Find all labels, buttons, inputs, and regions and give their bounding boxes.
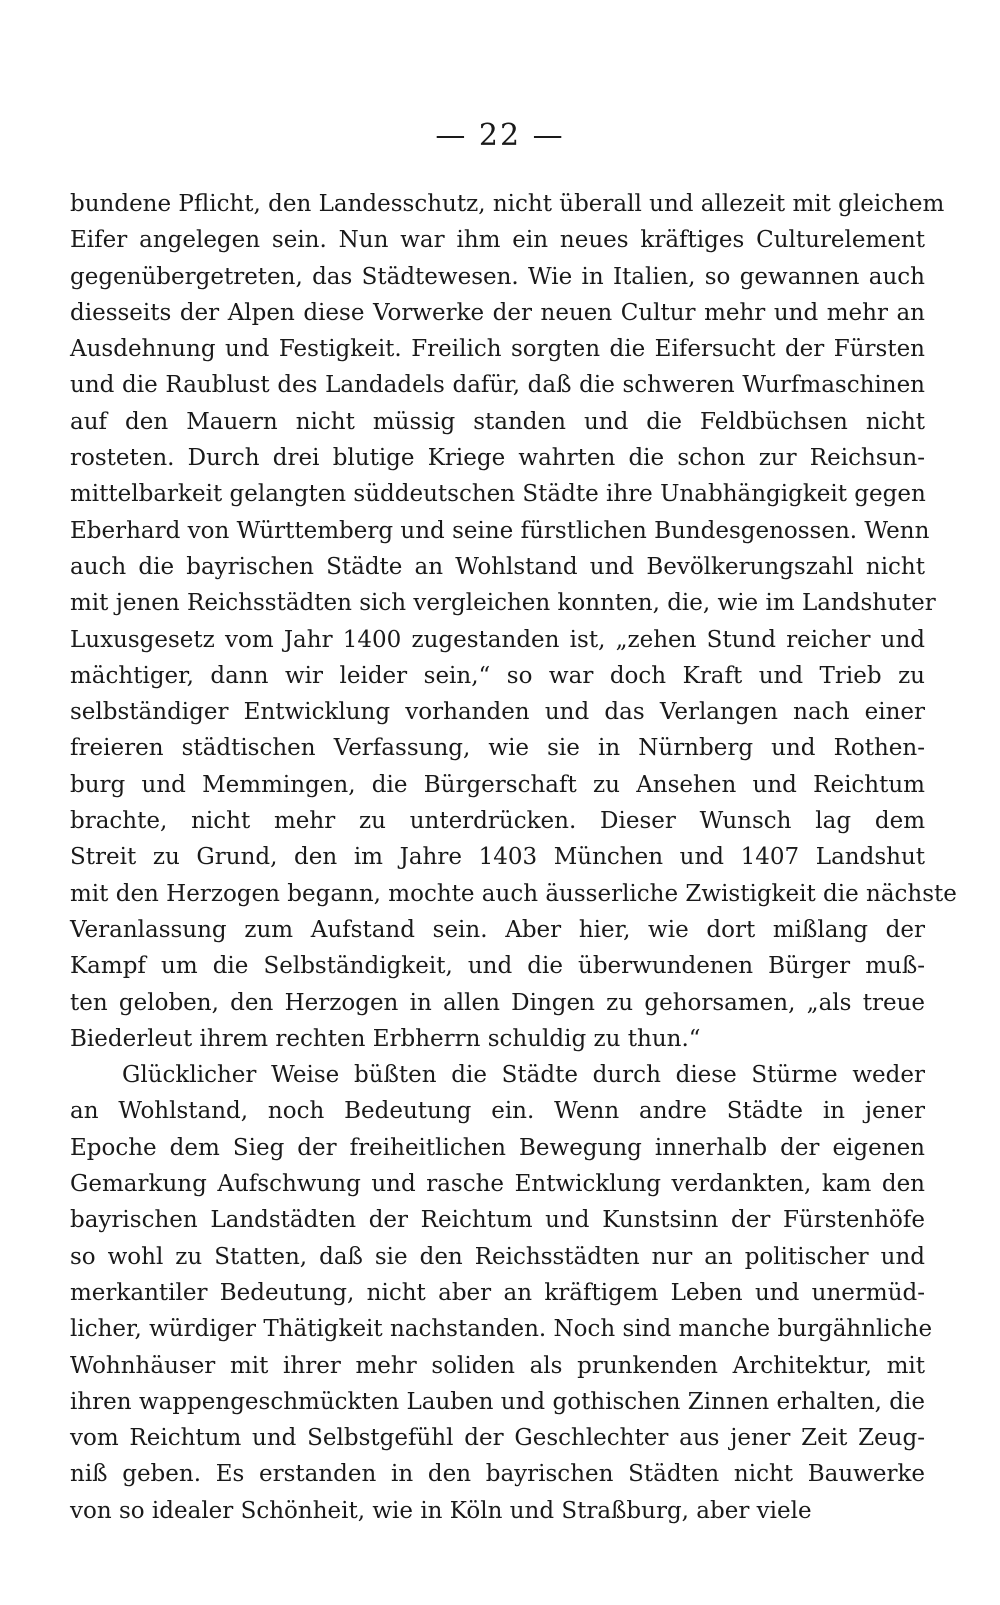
text-line: brachte, nicht mehr zu unterdrücken. Dieser Wunsch lag dem	[70, 808, 925, 835]
text-line: Streit zu Grund, den im Jahre 1403 München und 1407 Landshut	[70, 844, 925, 871]
text-line: ten geloben, den Herzogen in allen Dingen zu gehorsamen, „als treue	[70, 989, 925, 1016]
text-line: Kampf um die Selbständigkeit, und die überwundenen Bürger muß-	[70, 953, 925, 980]
paragraph-2	[70, 1057, 933, 1529]
text-line: mit jenen Reichsstädten sich vergleichen konnten, die, wie im Landshuter	[70, 590, 936, 617]
text-line: Ausdehnung und Festigkeit. Freilich sorgten die Eifersucht der Fürsten	[70, 336, 925, 363]
text-line: niß geben. Es erstanden in den bayrischen Städten nicht Bauwerke	[70, 1461, 925, 1488]
text-line: Wohnhäuser mit ihrer mehr soliden als prunkenden Architektur, mit	[70, 1352, 925, 1379]
text-line: mächtiger, dann wir leider sein,“ so war doch Kraft und Trieb zu	[70, 662, 925, 689]
text-line: licher, würdiger Thätigkeit nachstanden. Noch sind manche burgähnliche	[70, 1316, 933, 1343]
text-line: vom Reichtum und Selbstgefühl der Geschlechter aus jener Zeit Zeug-	[70, 1425, 925, 1452]
text-line: bayrischen Landstädten der Reichtum und Kunstsinn der Fürstenhöfe	[70, 1207, 925, 1234]
text-line: Veranlassung zum Aufstand sein. Aber hier, wie dort mißlang der	[70, 916, 925, 943]
text-line: ihren wappengeschmückten Lauben und gothischen Zinnen erhalten, die	[70, 1388, 925, 1415]
body-text	[70, 186, 957, 1529]
text-line: Eifer angelegen sein. Nun war ihm ein neues kräftiges Culturelement	[70, 227, 925, 254]
page-number: — 22 —	[435, 118, 565, 153]
paragraph-1	[70, 186, 957, 1057]
text-line: Luxusgesetz vom Jahr 1400 zugestanden ist, „zehen Stund reicher und	[70, 626, 925, 653]
text-line: Epoche dem Sieg der freiheitlichen Bewegung innerhalb der eigenen	[70, 1134, 925, 1161]
text-line: freieren städtischen Verfassung, wie sie in Nürnberg und Rothen-	[70, 735, 925, 762]
text-line: an Wohlstand, noch Bedeutung ein. Wenn andre Städte in jener	[70, 1098, 925, 1125]
text-line: bundene Pflicht, den Landesschutz, nicht überall und allezeit mit gleichem	[70, 191, 945, 217]
text-line: mit den Herzogen begann, mochte auch äusserliche Zwistigkeit die nächste	[70, 880, 957, 907]
text-line: gegenübergetreten, das Städtewesen. Wie in Italien, so gewannen auch	[70, 263, 925, 290]
text-line: Biederleut ihrem rechten Erbherrn schuldig zu thun.“	[70, 1025, 701, 1052]
text-line: auf den Mauern nicht müssig standen und die Feldbüchsen nicht	[70, 408, 925, 435]
text-line: burg und Memmingen, die Bürgerschaft zu Ansehen und Reichtum	[70, 771, 925, 798]
text-line: so wohl zu Statten, daß sie den Reichsstädten nur an politischer und	[70, 1243, 925, 1270]
text-line: und die Raublust des Landadels dafür, daß die schweren Wurfmaschinen	[70, 372, 925, 399]
text-line: von so idealer Schönheit, wie in Köln und Straßburg, aber viele	[70, 1497, 812, 1524]
text-line: selbständiger Entwicklung vorhanden und das Verlangen nach einer	[70, 699, 925, 726]
text-line: diesseits der Alpen diese Vorwerke der neuen Cultur mehr und mehr an	[70, 299, 925, 326]
text-line: rosteten. Durch drei blutige Kriege wahrten die schon zur Reichsun-	[70, 445, 925, 472]
text-line: auch die bayrischen Städte an Wohlstand und Bevölkerungszahl nicht	[70, 553, 925, 580]
text-line: Glücklicher Weise büßten die Städte durch diese Stürme weder	[122, 1062, 925, 1089]
text-line: Eberhard von Württemberg und seine fürstlichen Bundesgenossen. Wenn	[70, 517, 930, 544]
text-line: mittelbarkeit gelangten süddeutschen Städte ihre Unabhängigkeit gegen	[70, 481, 926, 508]
text-line: merkantiler Bedeutung, nicht aber an kräftigem Leben und unermüd-	[70, 1279, 925, 1306]
text-line: Gemarkung Aufschwung und rasche Entwicklung verdankten, kam den	[70, 1171, 925, 1198]
